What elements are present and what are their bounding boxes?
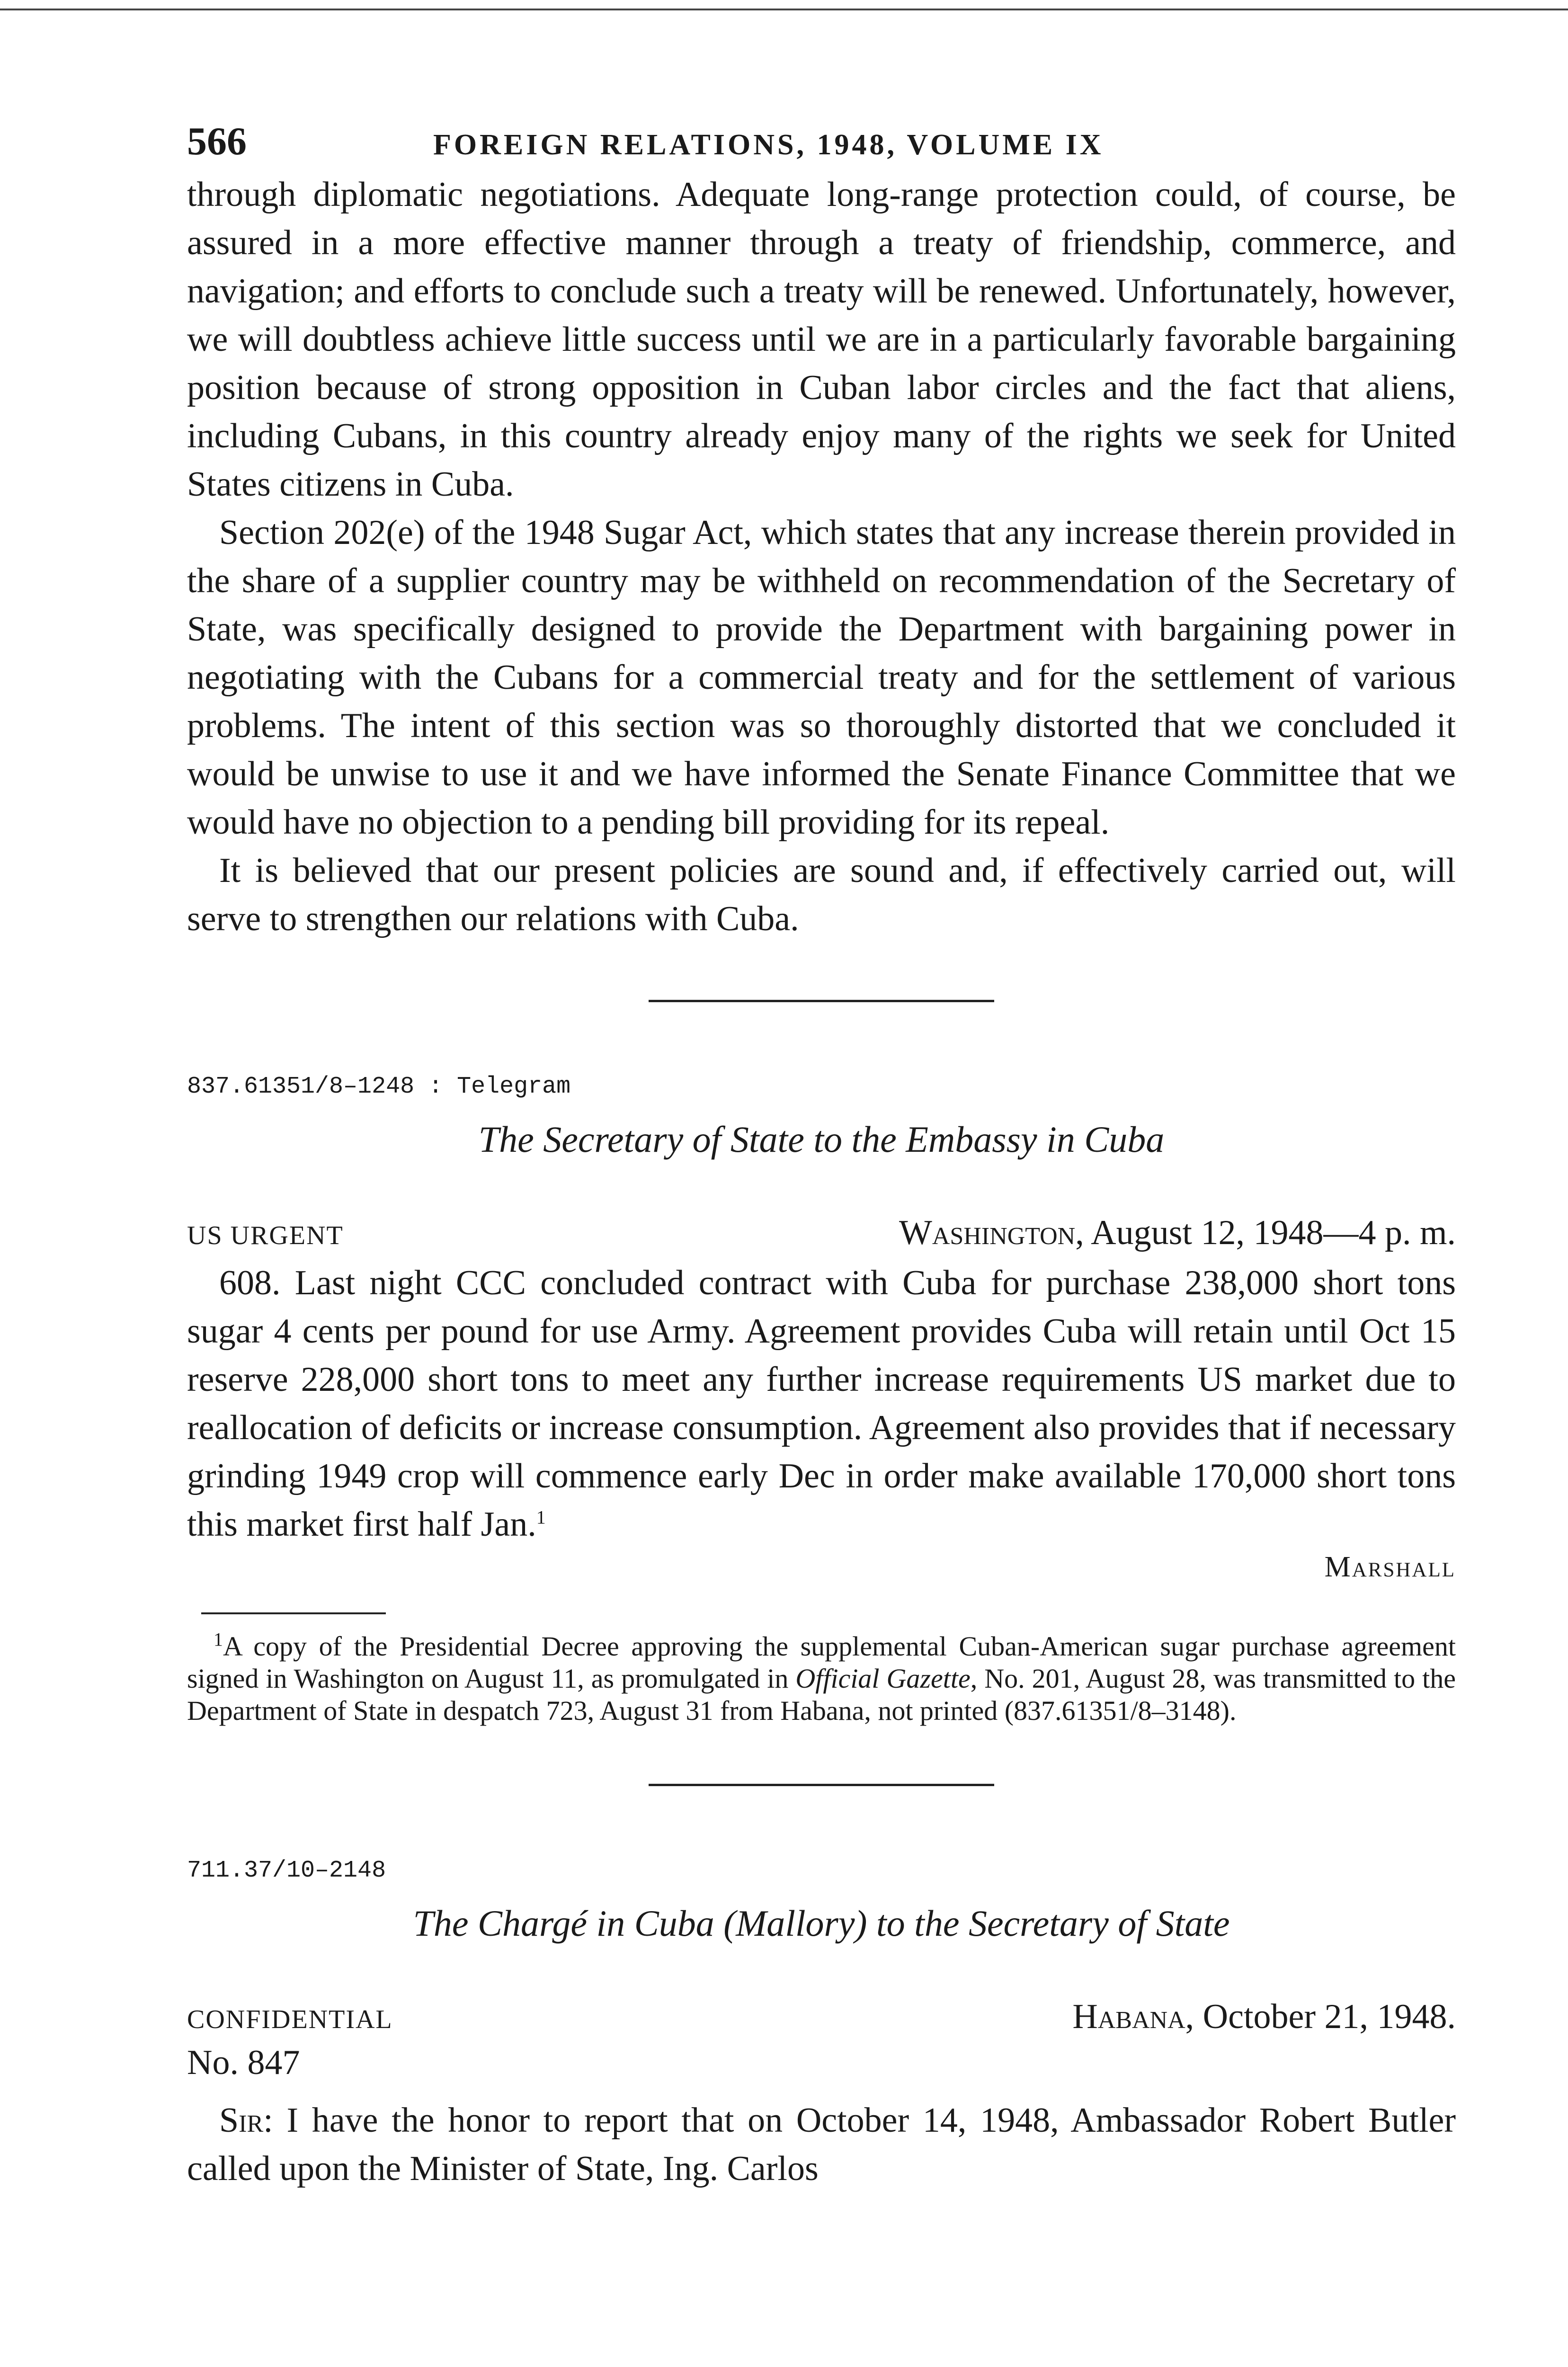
footnote-reference: 1 [536, 1506, 546, 1528]
doc2-date: October 21, 1948. [1203, 1997, 1456, 2036]
doc1-body-text: 608. Last night CCC concluded contract with Cuba for purchase 238,000 short tons sugar 4 cents per pound for use Army. Agreement provides Cuba will retain until Oct 15 reserve 228,000 short tons to meet any further increase requirements US market due to reallocation of deficits or increase consumption. Agreement also provides that if necessary grinding 1949 crop will commence early Dec in order make available 170,000 short tons this market first half Jan. [187, 1264, 1456, 1544]
doc2-salutation: Sir: [219, 2101, 273, 2140]
doc2-body-text: I have the honor to report that on October 14, 1948, Ambassador Robert Butler called upon the Minister of State, Ing. Carlos [187, 2101, 1456, 2188]
footnote-text-after: , No. 201, August 28, was transmitted to the Department of State in despatch 723, August 31 from Habana, not printed (837.61351/8–3148). [187, 1663, 1456, 1726]
doc2-place-date [1072, 1997, 1456, 2037]
page-number: 566 [187, 119, 247, 163]
footnote-text-before: A copy of the Presidential Decree approving the supplemental Cuban-American sugar purchase agreement signed in Washington on August 11, as promulgated in [187, 1631, 1456, 1694]
doc1-signature: Marshall [1324, 1551, 1456, 1583]
footnote-rule [201, 1612, 386, 1614]
paragraph-sugar-act: Section 202(e) of the 1948 Sugar Act, which states that any increase therein provided in the share of a supplier country may be withheld on recommendation of the Secretary of State, was specifically designed to provide the Department with bargaining power in negotiating with the Cubans for a commercial treaty and for the settlement of various problems. The intent of this section was so thoroughly distorted that we concluded it would be unwise to use it and we have informed the Senate Finance Committee that we would have no objection to a pending bill providing for its repeal. [187, 513, 1456, 842]
paragraph-conclusion: It is believed that our present policies are sound and, if effectively carried out, will serve to strengthen our relations with Cuba. [187, 851, 1456, 938]
section-divider [649, 1000, 994, 1002]
doc2-dateline [187, 1997, 1456, 2037]
footnote-mark: 1 [214, 1628, 223, 1650]
doc2-classification: CONFIDENTIAL [187, 2005, 393, 2034]
doc1-place: Washington, [899, 1213, 1084, 1252]
doc1-place-date [899, 1213, 1456, 1253]
paragraph-continuation: through diplomatic negotiations. Adequate long-range protection could, of course, be assured in a more effective manner through a treaty of friendship, commerce, and navigation; and efforts to conclude such a treaty will be renewed. Unfortunately, however, we will doubtless achieve little success until we are in a particularly favorable bargaining position because of strong opposition in Cuban labor circles and the fact that aliens, including Cubans, in this country already enjoy many of the rights we seek for United States citizens in Cuba. [187, 175, 1456, 504]
footnote-publication: Official Gazette [795, 1663, 971, 1694]
doc1-date: August 12, 1948—4 p. m. [1091, 1213, 1456, 1252]
doc1-telegram-body [187, 1259, 1456, 1548]
running-head [187, 118, 1456, 170]
doc2-title: The Chargé in Cuba (Mallory) to the Secretary of State [413, 1903, 1230, 1944]
footnote [187, 1630, 1456, 1727]
doc2-file-number: 711.37/10–2148 [187, 1857, 386, 1884]
doc2-place: Habana, [1072, 1997, 1194, 2036]
section-divider-2 [649, 1784, 994, 1786]
doc1-file-number: 837.61351/8–1248 : Telegram [187, 1073, 571, 1100]
document-page [187, 118, 1456, 2193]
doc2-letter-body [187, 2096, 1456, 2193]
running-title: FOREIGN RELATIONS, 1948, VOLUME IX [433, 129, 1104, 161]
doc1-priority: US URGENT [187, 1221, 344, 1250]
top-page-rule [0, 9, 1568, 10]
doc2-despatch-number: No. 847 [187, 2043, 300, 2082]
doc1-dateline [187, 1213, 1456, 1253]
doc1-title: The Secretary of State to the Embassy in Cuba [478, 1119, 1165, 1160]
